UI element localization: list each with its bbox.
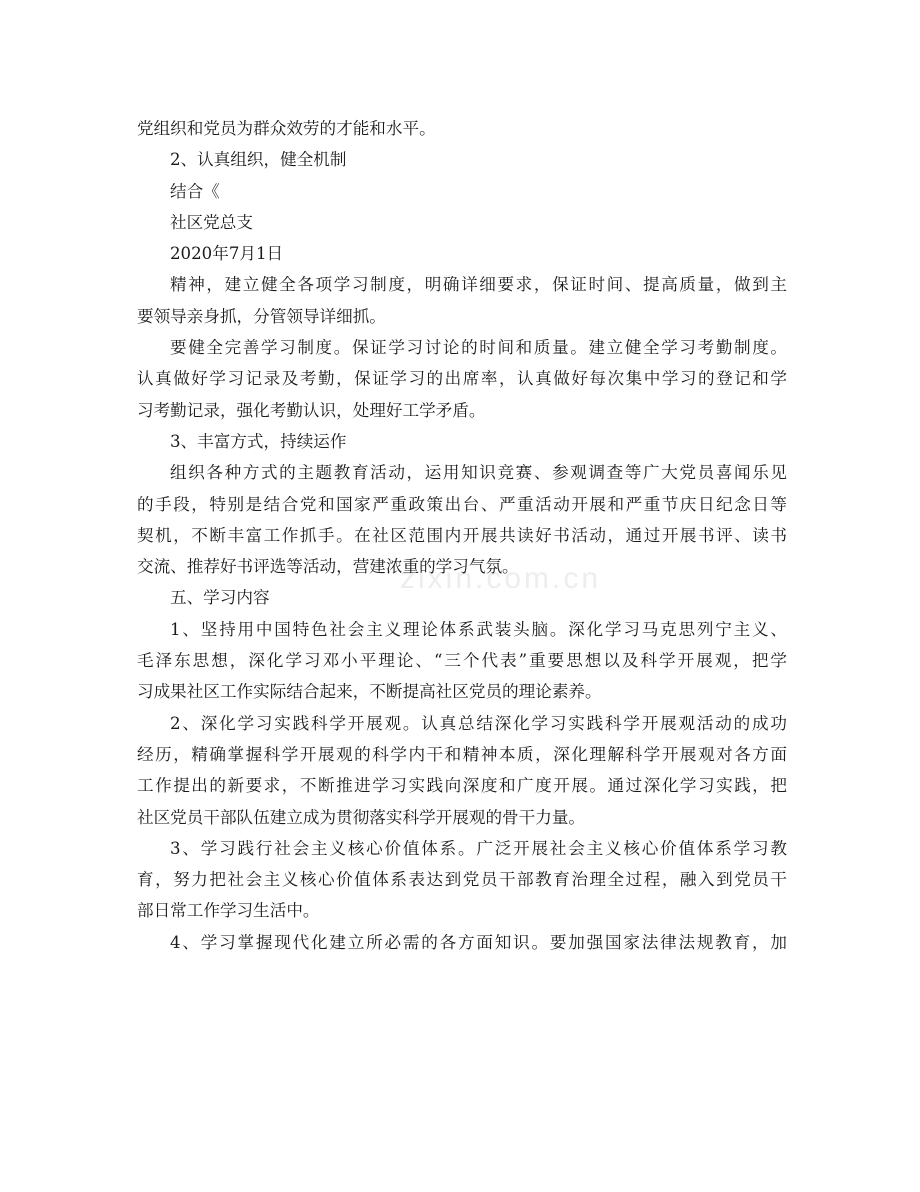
paragraph-line: 3、学习践行社会主义核心价值体系。广泛开展社会主义核心价值体系学习教 <box>170 838 787 858</box>
paragraph-line: 认真做好学习记录及考勤，保证学习的出席率，认真做好每次集中学习的登记和学 <box>137 369 787 389</box>
paragraph-line: 社区党员干部队伍建立成为贯彻落实科学开展观的骨干力量。 <box>137 807 586 827</box>
paragraph-line: 的手段，特别是结合党和国家严重政策出台、严重活动开展和严重节庆日纪念日等 <box>137 494 787 514</box>
paragraph-line: 1、坚持用中国特色社会主义理论体系武装头脑。深化学习马克思列宁主义、 <box>170 619 787 639</box>
document-body <box>137 113 787 958</box>
paragraph-line: 育，努力把社会主义核心价值体系表达到党员干部教育治理全过程，融入到党员干 <box>137 870 787 890</box>
paragraph-line: 党组织和党员为群众效劳的才能和水平。 <box>137 119 436 138</box>
section-heading: 五、学习内容 <box>170 588 270 608</box>
paragraph-line: 2、深化学习实践科学开展观。认真总结深化学习实践科学开展观活动的成功 <box>170 713 787 733</box>
paragraph-line: 习考勤记录，强化考勤认识，处理好工学矛盾。 <box>137 400 486 420</box>
paragraph-line: 契机，不断丰富工作抓手。在社区范围内开展共读好书活动，通过开展书评、读书 <box>137 525 787 545</box>
section-heading: 2、认真组织，健全机制 <box>170 150 347 170</box>
watermark: zixin.com.cn <box>400 562 602 595</box>
paragraph-line: 毛泽东思想，深化学习邓小平理论、“三个代表”重要思想以及科学开展观，把学 <box>137 651 787 671</box>
paragraph-line: 工作提出的新要求，不断推进学习实践向深度和广度开展。通过深化学习实践，把 <box>137 776 787 796</box>
document-date: 2020年7月1日 <box>170 244 284 264</box>
paragraph-line: 结合《 <box>170 181 220 201</box>
paragraph-line: 经历，精确掌握科学开展观的科学内干和精神本质，深化理解科学开展观对各方面 <box>137 744 787 764</box>
paragraph-line: 习成果社区工作实际结合起来，不断提高社区党员的理论素养。 <box>137 682 602 702</box>
paragraph-line: 4、学习掌握现代化建立所必需的各方面知识。要加强国家法律法规教育，加 <box>170 932 787 952</box>
paragraph-line: 组织各种方式的主题教育活动，运用知识竞赛、参观调查等广大党员喜闻乐见 <box>170 463 787 483</box>
section-heading: 3、丰富方式，持续运作 <box>170 431 347 451</box>
paragraph-line: 精神，建立健全各项学习制度，明确详细要求，保证时间、提高质量，做到主 <box>170 275 787 295</box>
paragraph-line: 要健全完善学习制度。保证学习讨论的时间和质量。建立健全学习考勤制度。 <box>170 338 787 358</box>
paragraph-line: 要领导亲身抓，分管领导详细抓。 <box>137 306 386 326</box>
paragraph-line: 社区党总支 <box>170 212 253 232</box>
paragraph-line: 部日常工作学习生活中。 <box>137 901 320 921</box>
paragraph-line: 交流、推荐好书评选等活动，营建浓重的学习气氛。 <box>137 557 519 577</box>
